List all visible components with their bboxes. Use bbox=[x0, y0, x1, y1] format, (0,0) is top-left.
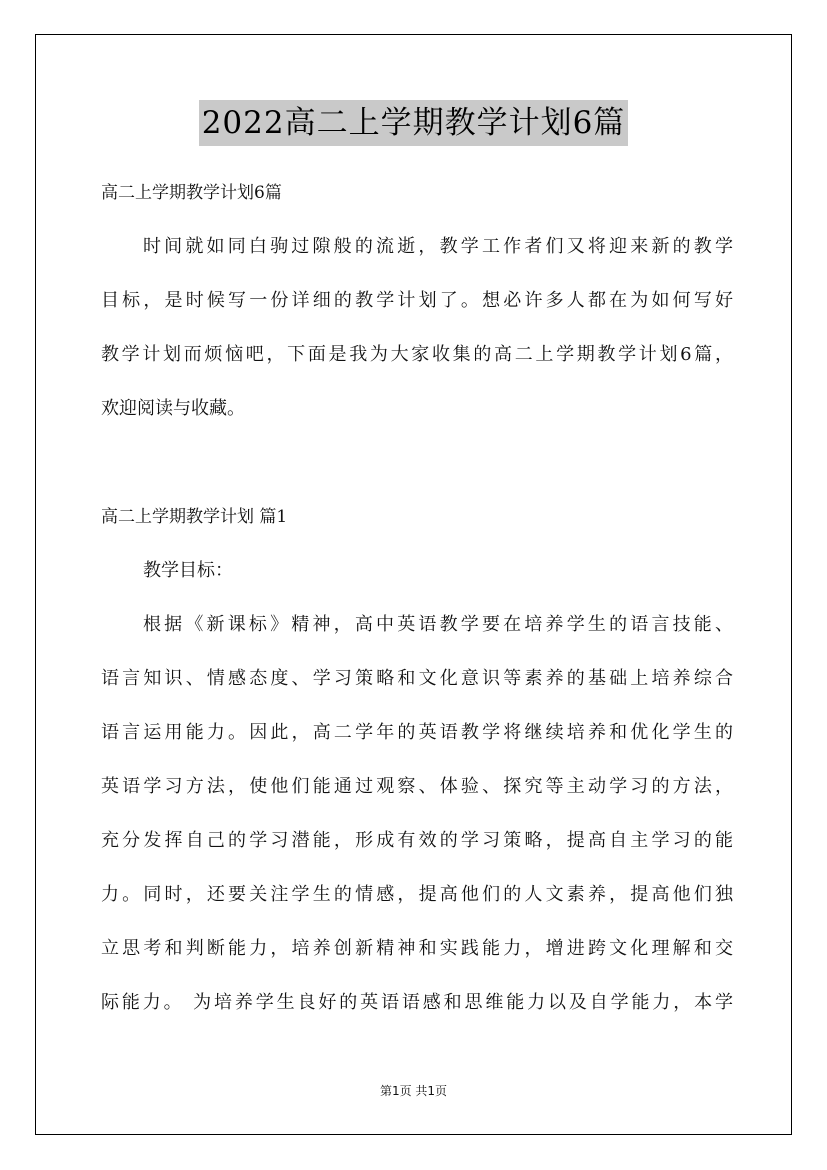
body-line-7: 立思考和判断能力，培养创新精神和实践能力，增进跨文化理解和交 bbox=[101, 938, 733, 959]
paragraph-spacer bbox=[101, 440, 733, 494]
body-line-6: 力。同时，还要关注学生的情感，提高他们的人文素养，提高他们独 bbox=[101, 884, 733, 905]
body-line-2: 语言知识、情感态度、学习策略和文化意识等素养的基础上培养综合 bbox=[101, 668, 733, 689]
goal-label: 教学目标： bbox=[143, 560, 233, 581]
body-line-8: 际能力。 为培养学生良好的英语语感和思维能力以及自学能力，本学 bbox=[101, 992, 733, 1013]
subtitle: 高二上学期教学计划6篇 bbox=[101, 183, 282, 203]
document-title-container bbox=[0, 100, 827, 146]
intro-line-2: 目标，是时候写一份详细的教学计划了。想必许多人都在为如何写好 bbox=[101, 290, 733, 311]
page-footer: 第1页 共1页 bbox=[379, 1084, 448, 1098]
section-heading: 高二上学期教学计划 篇1 bbox=[101, 507, 288, 527]
intro-line-4: 欢迎阅读与收藏。 bbox=[101, 398, 245, 419]
body-line-4: 英语学习方法，使他们能通过观察、体验、探究等主动学习的方法， bbox=[101, 776, 733, 797]
intro-line-3: 教学计划而烦恼吧，下面是我为大家收集的高二上学期教学计划6篇， bbox=[101, 344, 733, 365]
intro-line-1: 时间就如同白驹过隙般的流逝，教学工作者们又将迎来新的教学 bbox=[143, 236, 733, 257]
document-title: 2022高二上学期教学计划6篇 bbox=[199, 100, 629, 146]
body-line-1: 根据《新课标》精神，高中英语教学要在培养学生的语言技能、 bbox=[143, 614, 733, 635]
body-line-3: 语言运用能力。因此，高二学年的英语教学将继续培养和优化学生的 bbox=[101, 722, 733, 743]
document-body bbox=[101, 170, 733, 1034]
body-line-5: 充分发挥自己的学习潜能，形成有效的学习策略，提高自主学习的能 bbox=[101, 830, 733, 851]
